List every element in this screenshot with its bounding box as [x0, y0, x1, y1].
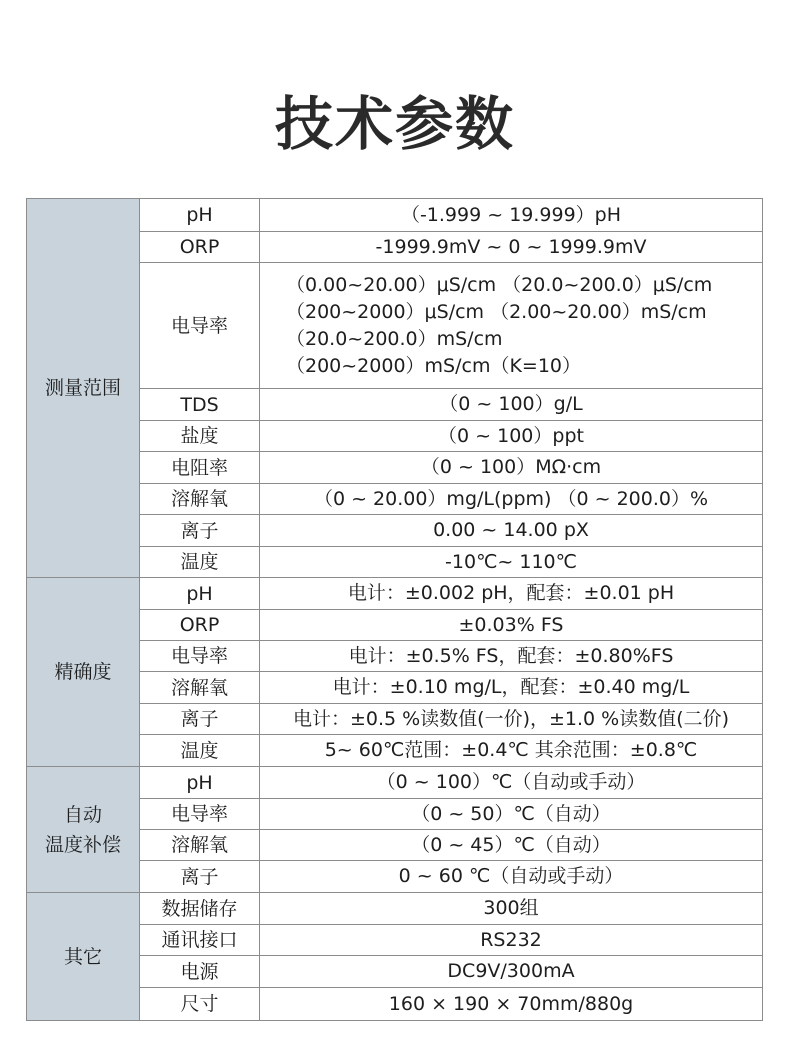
value-line: 电计：±0.002 pH，配套：±0.01 pH	[347, 582, 675, 604]
value-cell	[260, 641, 763, 672]
value-cell	[260, 452, 763, 484]
param-cell: 离子	[140, 861, 260, 893]
value-cell	[260, 735, 763, 767]
value-cell	[260, 956, 763, 988]
param-cell: 电源	[140, 956, 260, 988]
value-line: -1999.9mV ~ 0 ~ 1999.9mV	[375, 235, 647, 258]
param-cell: 盐度	[140, 421, 260, 452]
param-cell: pH	[140, 199, 260, 232]
value-cell	[260, 515, 763, 547]
param-cell: 电导率	[140, 263, 260, 389]
spec-table	[26, 198, 763, 1021]
section-label	[27, 578, 140, 767]
value-line: （0 ~ 45）℃（自动）	[411, 833, 611, 856]
value-line: （0 ~ 20.00）mg/L(ppm) （0 ~ 200.0）%	[313, 487, 709, 510]
param-cell: 电导率	[140, 641, 260, 672]
param-cell: 溶解氧	[140, 484, 260, 515]
param-cell: pH	[140, 767, 260, 799]
param-cell: 离子	[140, 515, 260, 547]
spec-table-body	[27, 199, 763, 1021]
value-cell	[260, 547, 763, 578]
value-line: （0 ~ 100）MΩ·cm	[420, 456, 602, 478]
value-line: 0 ~ 60 ℃（自动或手动）	[398, 865, 624, 887]
value-cell	[260, 578, 763, 610]
section-label-line: 测量范围	[44, 377, 121, 399]
value-line: ±0.03% FS	[458, 613, 564, 636]
param-cell: 离子	[140, 704, 260, 735]
value-line: （0.00~20.00）μS/cm （20.0~200.0）μS/cm	[286, 273, 713, 296]
value-line: （-1.999 ~ 19.999）pH	[400, 203, 622, 226]
value-cell	[260, 861, 763, 893]
param-cell: TDS	[140, 389, 260, 421]
value-line: DC9V/300mA	[447, 960, 575, 982]
value-cell	[260, 799, 763, 830]
table-row	[27, 893, 763, 925]
value-cell	[260, 484, 763, 515]
value-cell	[260, 421, 763, 452]
param-cell: pH	[140, 578, 260, 610]
value-line: （0 ~ 50）℃（自动）	[411, 802, 611, 825]
section-label-line: 温度补偿	[44, 833, 121, 856]
param-cell: ORP	[140, 232, 260, 263]
value-cell	[260, 389, 763, 421]
param-cell: 溶解氧	[140, 830, 260, 861]
value-line: -10℃~ 110℃	[445, 550, 577, 573]
value-cell	[260, 893, 763, 925]
page-title: 技术参数	[274, 90, 515, 158]
value-line: 5~ 60℃范围：±0.4℃ 其余范围：±0.8℃	[324, 739, 698, 761]
value-cell	[260, 199, 763, 232]
value-line: 电计：±0.5% FS，配套：±0.80%FS	[348, 644, 674, 667]
param-cell: 电阻率	[140, 452, 260, 484]
section-label-line: 自动	[63, 803, 102, 826]
value-cell	[260, 610, 763, 641]
value-line: （0 ~ 100）℃（自动或手动）	[376, 771, 646, 793]
table-row	[27, 767, 763, 799]
param-cell: 数据储存	[140, 893, 260, 925]
param-cell: 通讯接口	[140, 925, 260, 956]
section-label	[27, 893, 140, 1021]
param-cell: 溶解氧	[140, 672, 260, 704]
value-line: RS232	[480, 928, 542, 951]
value-cell	[260, 232, 763, 263]
param-cell: 电导率	[140, 799, 260, 830]
value-line: （0 ~ 100）ppt	[438, 424, 584, 447]
value-cell	[260, 263, 763, 389]
param-cell: 温度	[140, 735, 260, 767]
section-label	[27, 199, 140, 578]
section-label-line: 精确度	[54, 661, 112, 683]
value-cell	[260, 830, 763, 861]
section-label-line: 其它	[63, 945, 102, 968]
value-line: （0 ~ 100）g/L	[439, 393, 583, 415]
value-line: 电计：±0.5 %读数值(一价)，±1.0 %读数值(二价)	[292, 707, 730, 730]
value-cell	[260, 925, 763, 956]
value-line: （20.0~200.0）mS/cm	[286, 327, 503, 350]
value-line: （200~2000）μS/cm （2.00~20.00）mS/cm	[286, 300, 707, 323]
param-cell: 尺寸	[140, 988, 260, 1021]
value-cell	[260, 767, 763, 799]
value-line: 0.00 ~ 14.00 pX	[433, 519, 589, 541]
table-row	[27, 578, 763, 610]
value-line: 电计：±0.10 mg/L，配套：±0.40 mg/L	[332, 676, 690, 698]
table-row	[27, 199, 763, 232]
value-cell	[260, 988, 763, 1021]
param-cell: 温度	[140, 547, 260, 578]
value-line: 300组	[483, 897, 539, 919]
value-line: 160 × 190 × 70mm/880g	[388, 992, 634, 1015]
value-cell	[260, 704, 763, 735]
value-line: （200~2000）mS/cm（K=10）	[286, 354, 582, 377]
section-label	[27, 767, 140, 893]
value-cell	[260, 672, 763, 704]
param-cell: ORP	[140, 610, 260, 641]
